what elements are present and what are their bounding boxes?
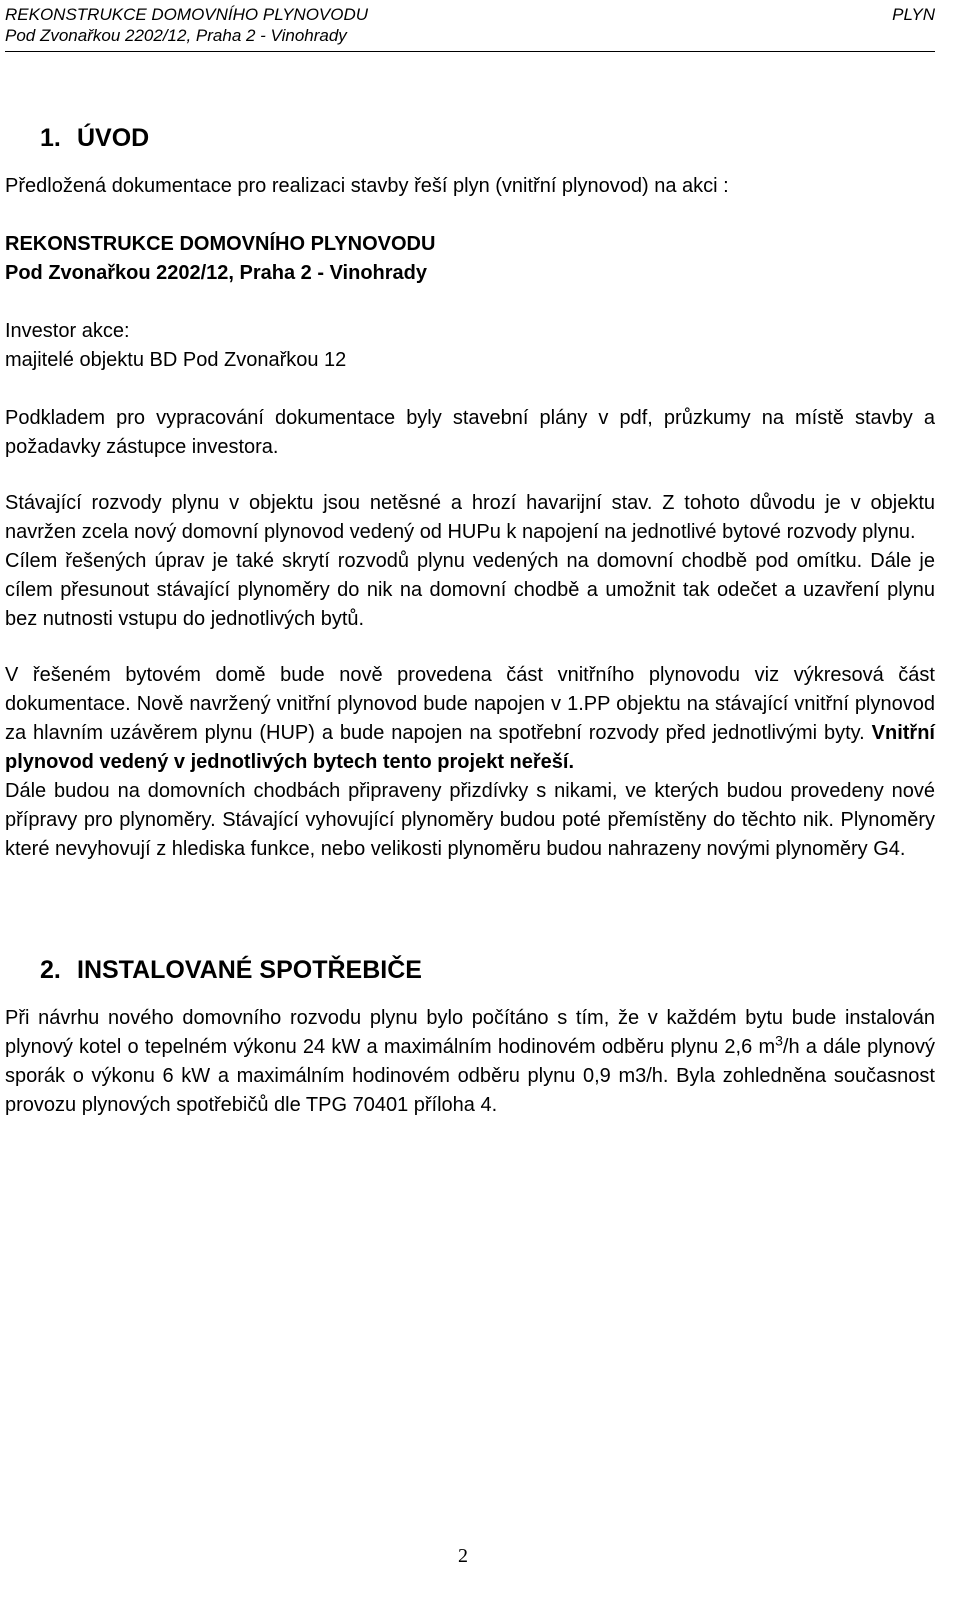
header-section: PLYN bbox=[892, 5, 935, 24]
section-2-heading bbox=[5, 950, 935, 990]
solution-bold-text: Vnitřní plynovod vedený v jednotlivých bytech tento projekt neřeší. bbox=[5, 722, 935, 773]
section-1-number: 1. bbox=[40, 124, 61, 152]
niches-paragraph: Dále budou na domovních chodbách připraveny přizdívky s nikami, ve kterých budou provedeny nové přípravy pro plynoměry. Stávající vyhovující plynoměry budou poté přemístěny do těchto nik. Plynoměry které nevyhovují z hlediska funkce, nebo velikosti plynoměru budou nahrazeny novými plynoměry G4. bbox=[5, 780, 935, 860]
section-1-title: ÚVOD bbox=[77, 124, 150, 152]
header-address: Pod Zvonařkou 2202/12, Praha 2 - Vinohrady bbox=[5, 26, 347, 45]
document-body bbox=[5, 118, 935, 1120]
header-project-title: REKONSTRUKCE DOMOVNÍHO PLYNOVODU bbox=[5, 5, 369, 24]
basis-paragraph: Podkladem pro vypracování dokumentace byly stavební plány v pdf, průzkumy na místě stavby a požadavky zástupce investora. bbox=[5, 407, 935, 458]
page-number: 2 bbox=[458, 1545, 468, 1567]
project-address: Pod Zvonařkou 2202/12, Praha 2 - Vinohrady bbox=[5, 262, 428, 284]
appliances-text-b: /h a dále plynový sporák o výkonu 6 kW a maximálním hodinovém odběru plynu 0,9 m3/h. Byla zohledněna současnost provozu plynových spotřebičů dle TPG 70401 příloha 4. bbox=[5, 1036, 935, 1116]
appliances-text-a: Při návrhu nového domovního rozvodu plynu bylo počítáno s tím, že v každém bytu bude instalován plynový kotel o tepelném výkonu 24 kW a maximálním hodinovém odběru plynu 2,6 m bbox=[5, 1007, 935, 1058]
solution-text: V řešeném bytovém domě bude nově provedena část vnitřního plynovodu viz výkresová část dokumentace. Nově navržený vnitřní plynovod bude napojen v 1.PP objektu na stávající vnitřní plynovod za hlavním uzávěrem plynu (HUP) a bude napojen na spotřební rozvody před jednotlivými byty. bbox=[5, 664, 935, 744]
investor-value: majitelé objektu BD Pod Zvonařkou 12 bbox=[5, 349, 347, 371]
header-divider bbox=[5, 51, 935, 52]
goal-paragraph: Cílem řešených úprav je také skrytí rozvodů plynu vedených na domovní chodbě pod omítku. Dále je cílem přesunout stávající plynoměry do nik na domovní chodbě a umožnit tak odečet a uzavření plynu bez nutnosti vstupu do jednotlivých bytů. bbox=[5, 550, 935, 630]
page-header bbox=[5, 4, 935, 46]
appliances-paragraph bbox=[5, 1004, 935, 1120]
state-paragraph: Stávající rozvody plynu v objektu jsou netěsné a hrozí havarijní stav. Z tohoto důvodu je v objektu navržen zcela nový domovní plynovod vedený od HUPu k napojení na jednotlivé bytové rozvody plynu. bbox=[5, 492, 935, 543]
solution-paragraph bbox=[5, 661, 935, 777]
intro-paragraph: Předložená dokumentace pro realizaci stavby řeší plyn (vnitřní plynovod) na akci : bbox=[5, 175, 729, 197]
section-2-title: INSTALOVANÉ SPOTŘEBIČE bbox=[77, 956, 422, 984]
section-2-number: 2. bbox=[40, 956, 61, 984]
superscript-3: 3 bbox=[775, 1032, 783, 1049]
investor-label: Investor akce: bbox=[5, 320, 130, 342]
section-1-heading bbox=[5, 118, 935, 158]
project-name: REKONSTRUKCE DOMOVNÍHO PLYNOVODU bbox=[5, 233, 436, 255]
